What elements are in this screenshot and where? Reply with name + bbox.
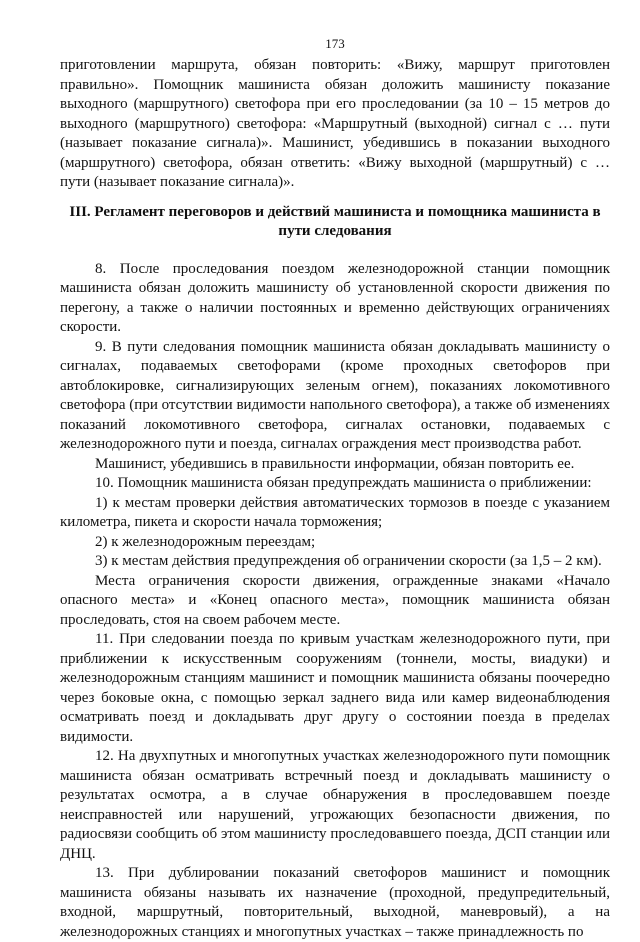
paragraph-12: 12. На двухпутных и многопутных участках железнодорожного пути помощник машиниста обязан осматривать встречный поезд и докладывать машинисту о результатах осмотра, а в случае обнаружения в проследовавшем поезде неисправностей или нарушений, угрожающих безопасности движения, по радиосвязи сообщить об этом машинисту проследовавшего поезда, ДСП станции или ДНЦ.: [60, 748, 610, 862]
page-number: 173: [325, 36, 345, 51]
paragraph-9: 9. В пути следования помощник машиниста обязан докладывать машинисту о сигналах, подаваемых светофорами (кроме проходных светофоров при автоблокировке, сигнализирующих зеленым огнем), показаниях локомотивного светофора (при отсутствии видимости напольного светофора), а также об изменениях показаний локомотивного светофора, сигналах остановки, подаваемых с железнодорожного пути и поезда, сигналах ограждения мест производства работ.: [60, 338, 610, 452]
list-item-crossings: 2) к железнодорожным переездам;: [95, 533, 316, 550]
paragraph-dangerous-places: Места ограничения скорости движения, огражденные знаками «Начало опасного места» и «Конец опасного места», помощник машиниста обязан проследовать, стоя на своем рабочем месте.: [60, 572, 610, 628]
paragraph-11: 11. При следовании поезда по кривым участкам железнодорожного пути, при приближении к искусственным сооружениям (тоннели, мосты, виадуки) и железнодорожным станциям машинист и помощник машиниста обязаны поочередно через боковые окна, с помощью зеркал заднего вида или камер видеонаблюдения осматривать поезд и докладывать друг другу о состоянии поезда в пределах видимости.: [60, 631, 610, 745]
document-page: [60, 36, 610, 942]
paragraph-13: 13. При дублировании показаний светофоров машинист и помощник машиниста обязаны называть их назначение (проходной, предупредительный, входной, маршрутный, повторительный, выходной, маневровый), а на железнодорожных станциях и многопутных участках – также принадлежность по: [60, 865, 610, 940]
list-item-speed-limit: 3) к местам действия предупреждения об ограничении скорости (за 1,5 – 2 км).: [95, 553, 602, 569]
paragraph-verification: Машинист, убедившись в правильности информации, обязан повторить ее.: [95, 455, 575, 472]
intro-paragraph: приготовлении маршрута, обязан повторить: «Вижу, маршрут приготовлен правильно». Помощник машиниста обязан доложить машинисту показание выходного (маршрутного) светофора при его проследовании (за 10 – 15 метров до выходного (маршрутного) светофора: «Маршрутный (выходной) сигнал с … пути (называет показание сигнала)». Машинист, убедившись в показании выходного (маршрутного) светофора, обязан ответить: «Вижу выходной (маршрутный) с … пути (называет показание сигнала)».: [60, 57, 610, 190]
paragraph-10: 10. Помощник машиниста обязан предупреждать машиниста о приближении:: [95, 475, 592, 491]
paragraph-8: 8. После проследования поездом железнодорожной станции помощник машиниста обязан доложить машинисту об установленной скорости движения по перегону, а также о наличии постоянных и временно действующих ограничениях скорости.: [60, 260, 610, 335]
list-item-brake-check: 1) к местам проверки действия автоматических тормозов в поезде с указанием километра, пикета и скорости начала торможения;: [60, 494, 610, 530]
section-title: III. Регламент переговоров и действий машиниста и помощника машиниста в пути следования: [69, 203, 601, 239]
